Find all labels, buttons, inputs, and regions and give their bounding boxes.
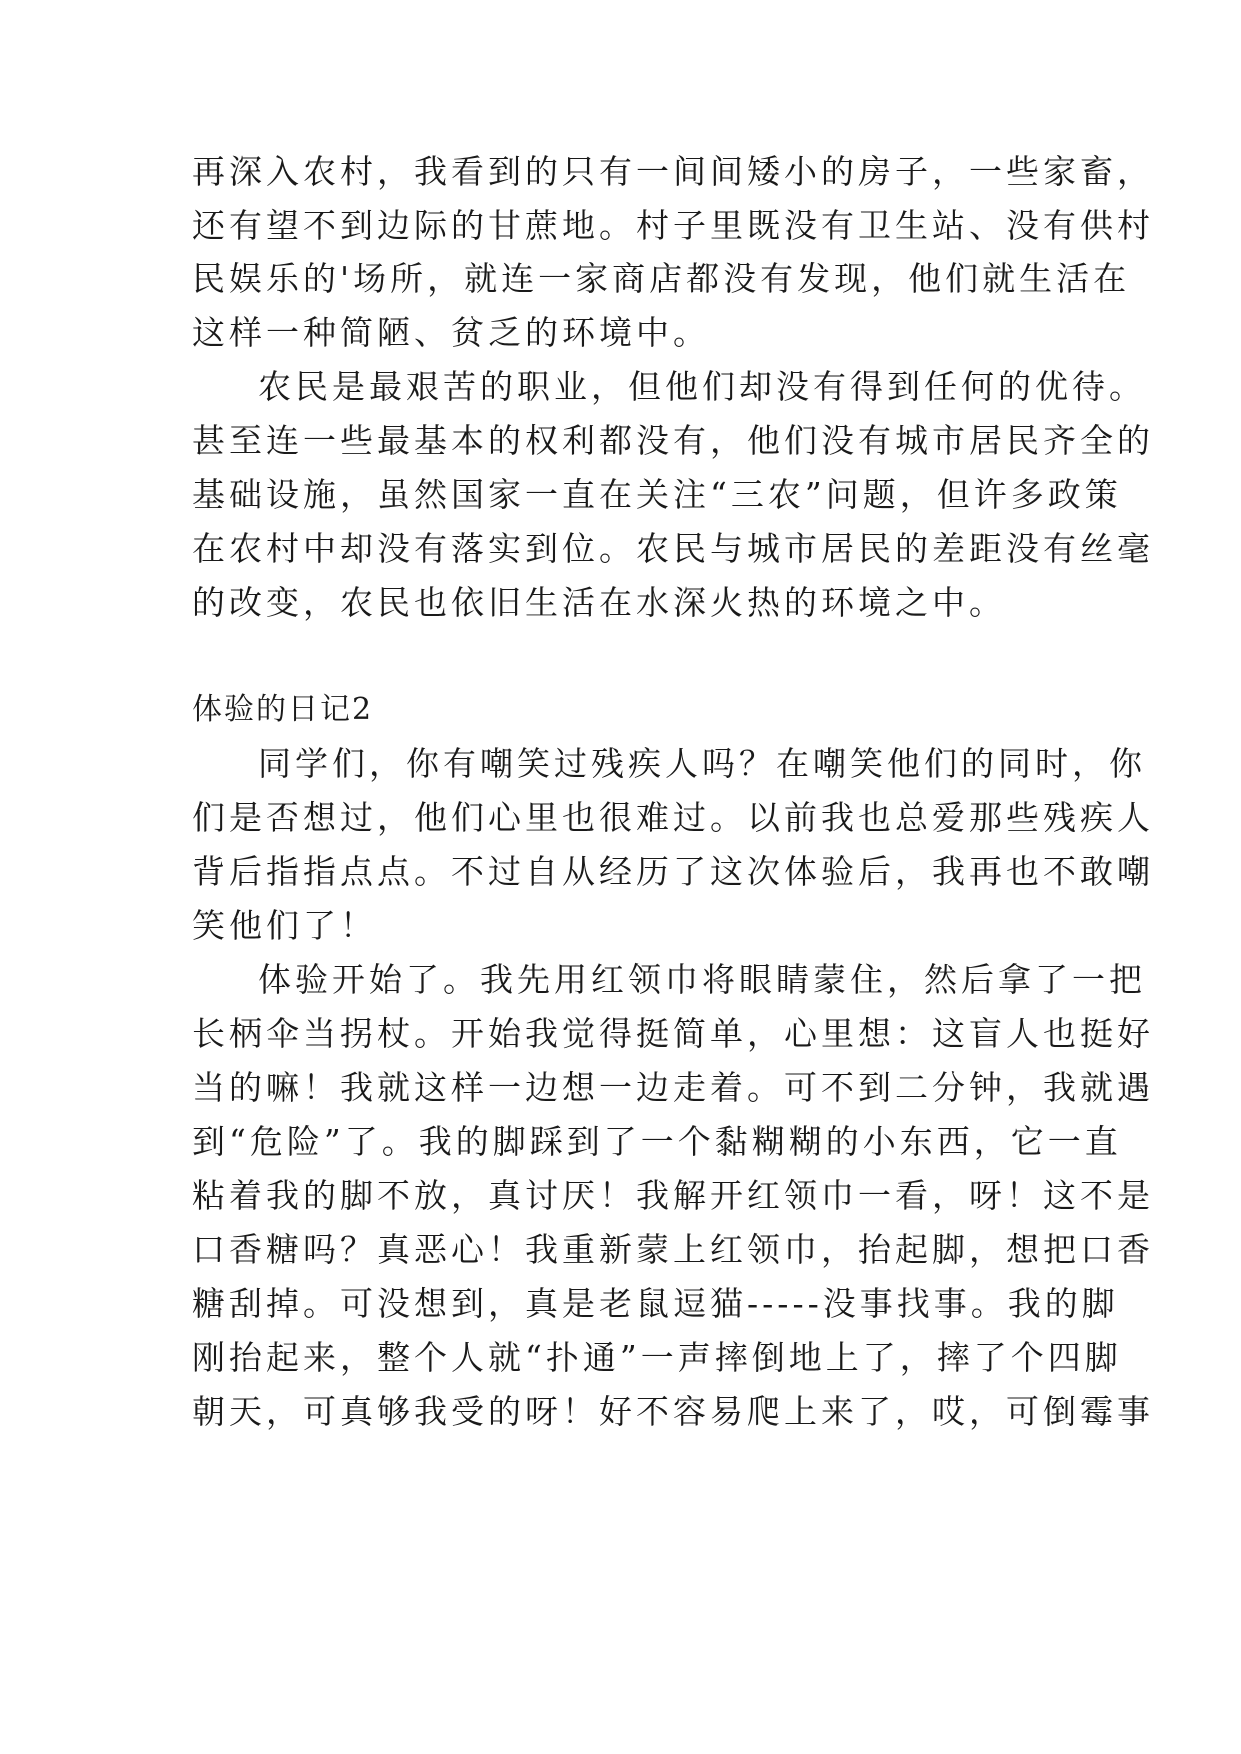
- text-line: 体验开始了。我先用红领巾将眼睛蒙住，然后拿了一把: [258, 960, 1146, 999]
- text-line: 的改变，农民也依旧生活在水深火热的环境之中。: [192, 583, 1006, 622]
- text-line: 糖刮掉。可没想到，真是老鼠逗猫-----没事找事。我的脚: [192, 1284, 1119, 1323]
- text-line: 当的嘛！我就这样一边想一边走着。可不到二分钟，我就遇: [192, 1068, 1154, 1107]
- text-line: 这样一种简陋、贫乏的环境中。: [192, 313, 710, 352]
- text-line: 同学们，你有嘲笑过残疾人吗？在嘲笑他们的同时，你: [258, 744, 1146, 783]
- text-line: 还有望不到边际的甘蔗地。村子里既没有卫生站、没有供村: [192, 206, 1154, 245]
- text-line: 再深入农村，我看到的只有一间间矮小的房子，一些家畜，: [192, 152, 1154, 191]
- text-line: 在农村中却没有落实到位。农民与城市居民的差距没有丝毫: [192, 529, 1154, 568]
- text-line: 长柄伞当拐杖。开始我觉得挺简单，心里想：这盲人也挺好: [192, 1014, 1154, 1053]
- text-line: 到“危险”了。我的脚踩到了一个黏糊糊的小东西，它一直: [192, 1122, 1122, 1161]
- text-line: 农民是最艰苦的职业，但他们却没有得到任何的优待。: [258, 367, 1146, 406]
- text-line: 基础设施，虽然国家一直在关注“三农”问题，但许多政策: [192, 475, 1122, 514]
- text-line: 粘着我的脚不放，真讨厌！我解开红领巾一看，呀！这不是: [192, 1176, 1154, 1215]
- text-line: 口香糖吗？真恶心！我重新蒙上红领巾，抬起脚，想把口香: [192, 1230, 1154, 1269]
- text-line: 刚抬起来，整个人就“扑通”一声摔倒地上了，摔了个四脚: [192, 1338, 1122, 1377]
- text-line: 朝天，可真够我受的呀！好不容易爬上来了，哎，可倒霉事: [192, 1392, 1154, 1431]
- text-line: 笑他们了！: [192, 906, 377, 945]
- text-line: 甚至连一些最基本的权利都没有，他们没有城市居民齐全的: [192, 421, 1154, 460]
- text-line: 民娱乐的'场所，就连一家商店都没有发现，他们就生活在: [192, 259, 1131, 298]
- section-heading: 体验的日记2: [192, 692, 374, 727]
- text-line: 们是否想过，他们心里也很难过。以前我也总爱那些残疾人: [192, 798, 1154, 837]
- text-line: 背后指指点点。不过自从经历了这次体验后，我再也不敢嘲: [192, 852, 1154, 891]
